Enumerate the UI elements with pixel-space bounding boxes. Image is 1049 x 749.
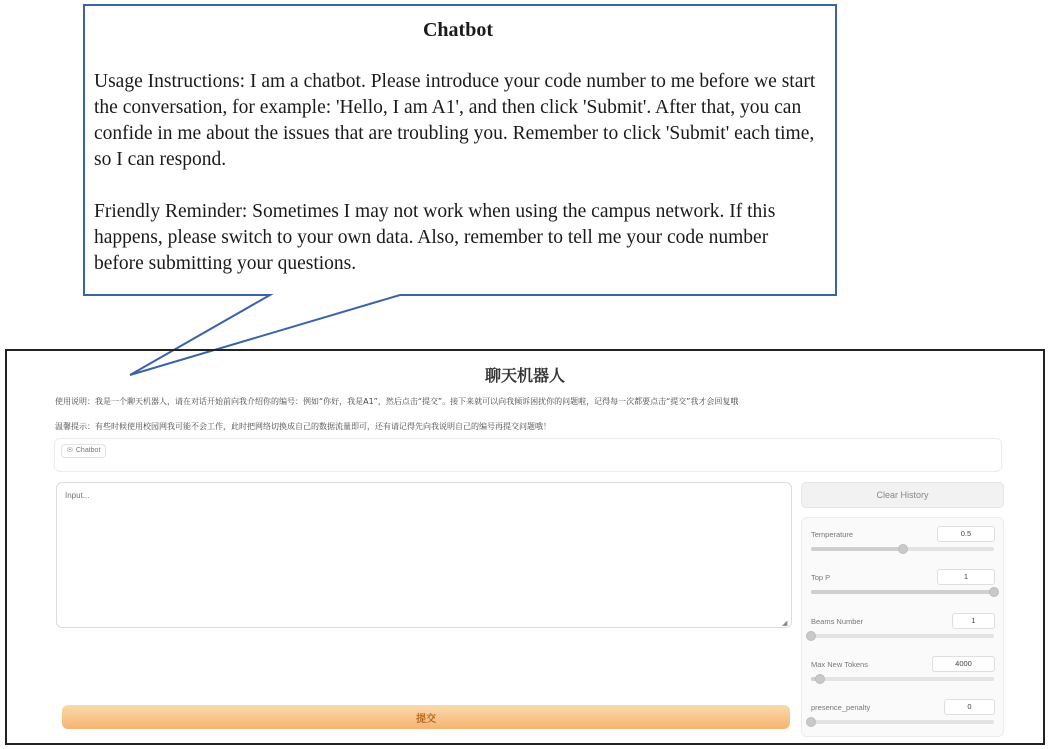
presence-penalty-slider[interactable] [811,720,994,724]
param-label: Beams Number [811,617,864,626]
param-value-field[interactable]: 0 [944,699,995,715]
chatbot-app-window [5,349,1045,745]
param-value-field[interactable]: 4000 [932,656,995,672]
parameters-panel [801,517,1004,737]
slider-fill [811,547,903,551]
param-label: Top P [811,573,831,582]
resize-grip-icon[interactable]: ◢ [782,620,788,627]
app-title: 聊天机器人 [484,368,565,385]
chatbot-output-panel [54,438,1002,472]
friendly-reminder-line: 温馨提示：有些时候使用校园网我可能不会工作，此时把网络切换成自己的数据流量即可，还有请记得先向我说明自己的编号再提交问题哦！ [55,422,551,431]
param-value-field[interactable]: 1 [937,569,995,585]
param-value-field[interactable]: 1 [952,613,995,629]
param-presence-penalty [802,699,1005,741]
friendly-reminder-translation: Friendly Reminder: Sometimes I may not work when using the campus network. If this happens, please switch to your own data. Also, remember to tell me your code number before submitting your questions. [94,201,776,274]
slider-thumb[interactable] [815,674,825,684]
submit-button[interactable]: 提交 [62,705,790,729]
chatbot-label: Chatbot [75,447,101,454]
param-top-p [802,569,1005,611]
chat-bubble-icon: ✉ [67,447,73,454]
slider-thumb[interactable] [806,631,816,641]
usage-instructions-line: 使用说明：我是一个聊天机器人，请在对话开始前向我介绍你的编号：例如“你好，我是A1”，然后点击“提交”。接下来就可以向我倾诉困扰你的问题啦，记得每一次都要点击“提交”我才会回复哦 [55,397,739,406]
slider-fill [811,590,994,594]
chatbot-label-tag [61,444,106,458]
callout-title: Chatbot [422,19,493,41]
slider-thumb[interactable] [806,717,816,727]
slider-thumb[interactable] [898,544,908,554]
param-label: presence_penalty [811,703,871,712]
temperature-slider[interactable] [811,547,994,551]
param-max-new-tokens [802,656,1005,698]
beams-number-slider[interactable] [811,634,994,638]
param-temperature [802,526,1005,568]
max-new-tokens-slider[interactable] [811,677,994,681]
param-beams-number [802,613,1005,655]
clear-history-button[interactable]: Clear History [801,482,1004,508]
param-label: Max New Tokens [811,660,868,669]
usage-instructions-translation: Usage Instructions: I am a chatbot. Please introduce your code number to me before we start the conversation, for example: 'Hello, I am A1', and then click 'Submit'. After that, you can confide in me about the issues that are troubling you. Remember to click 'Submit' each time, so I can respond. [94,71,816,170]
param-value-field[interactable]: 0.5 [937,526,995,542]
message-input[interactable] [56,482,792,628]
slider-thumb[interactable] [989,587,999,597]
callout-annotation [84,5,836,295]
param-label: Temperature [811,530,854,539]
top-p-slider[interactable] [811,590,994,594]
